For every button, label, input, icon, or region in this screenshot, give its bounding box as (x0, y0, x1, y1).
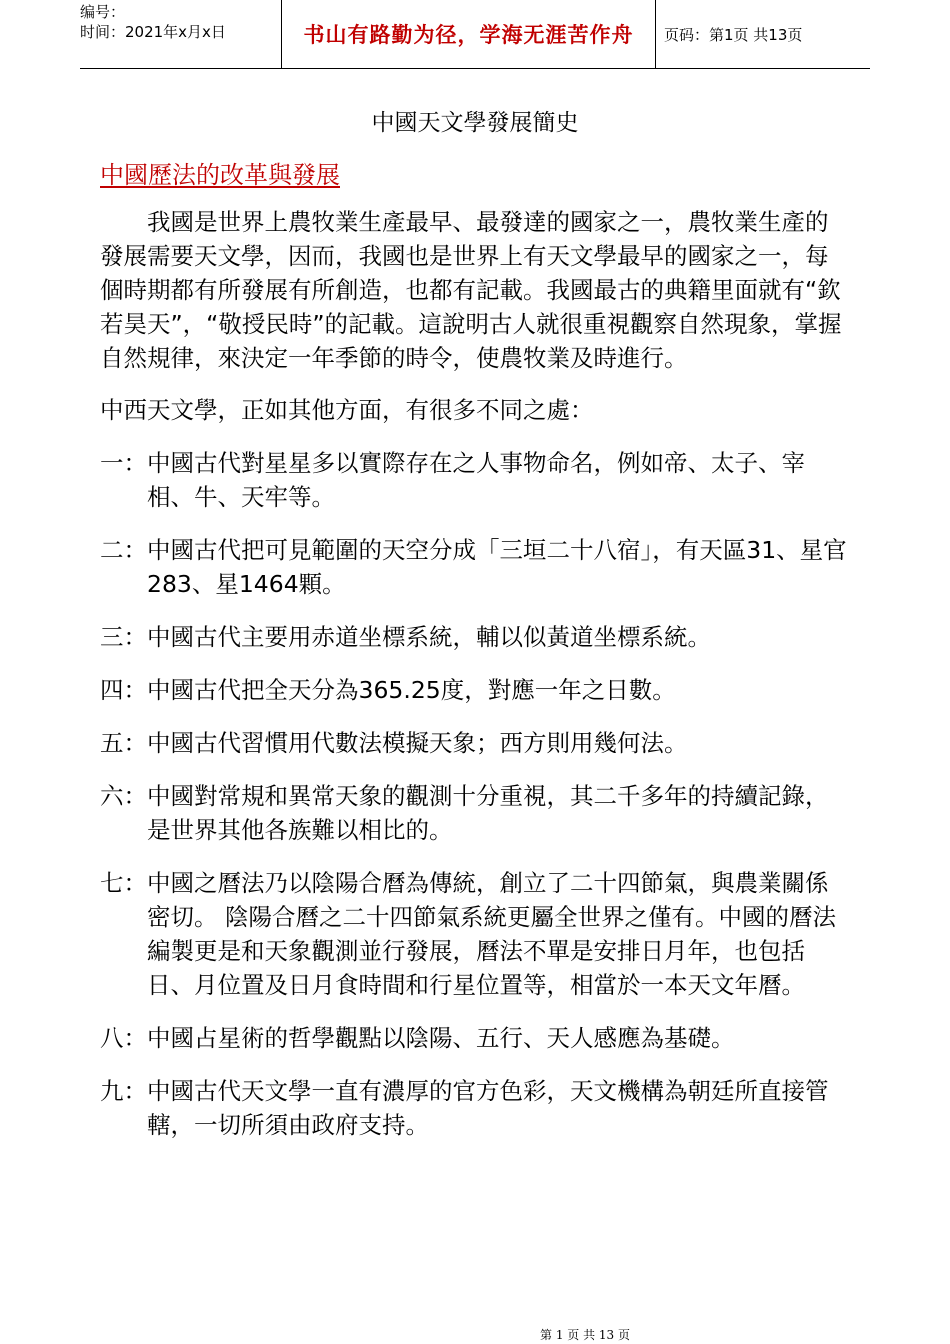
list-item-number: 六： (100, 782, 147, 810)
header-page-info: 页码：第1页 共13页 (664, 25, 803, 44)
list-item (100, 620, 850, 654)
list-item-text: 中國古代把可見範圍的天空分成「三垣二十八宿」，有天區31、星官283、星1464顆。 (147, 536, 847, 598)
page-header (80, 0, 870, 69)
list-item-text: 中國之曆法乃以陰陽合曆為傳統，創立了二十四節氣，與農業關係密切。 陰陽合曆之二十四節氣系統更屬全世界之僅有。中國的曆法編製更是和天象觀測並行發展，曆法不單是安排日月年，也包括日、月位置及日月食時間和行星位置等，相當於一本天文年曆。 (147, 869, 836, 999)
list-item-text: 中國古代習慣用代數法模擬天象；西方則用幾何法。 (147, 729, 688, 757)
intro-paragraph: 我國是世界上農牧業生產最早、最發達的國家之一，農牧業生產的發展需要天文學，因而，我國也是世界上有天文學最早的國家之一，每個時期都有所發展有所創造，也都有記載。我國最古的典籍里面就有“欽若昊天”，“敬授民時”的記載。這說明古人就很重視觀察自然現象，掌握自然規律，來決定一年季節的時令，使農牧業及時進行。 (100, 208, 842, 372)
list-item (100, 726, 850, 760)
list-item (100, 446, 850, 514)
list-item-number: 五： (100, 729, 147, 757)
list-item-number: 八： (100, 1024, 147, 1052)
comparison-intro: 中西天文學，正如其他方面，有很多不同之處： (100, 396, 594, 424)
header-meta (80, 0, 280, 70)
list-item-text: 中國古代把全天分為365.25度，對應一年之日數。 (147, 676, 676, 704)
list-item (100, 673, 850, 707)
list-item-text: 中國古代對星星多以實際存在之人事物命名，例如帝、太子、宰相、牛、天牢等。 (147, 449, 805, 511)
list-item-text: 中國占星術的哲學觀點以陰陽、五行、天人感應為基礎。 (147, 1024, 735, 1052)
list-item-number: 九： (100, 1077, 147, 1105)
list-item (100, 779, 850, 847)
list-item-text: 中國對常規和異常天象的觀測十分重視，其二千多年的持續記錄，是世界其他各族難以相比的。 (147, 782, 829, 844)
list-item-number: 七： (100, 869, 147, 897)
section-heading: 中國歷法的改革與發展 (100, 161, 340, 189)
list-item-number: 三： (100, 623, 147, 651)
list-item-number: 四： (100, 676, 147, 704)
document-number-label: 编号： (80, 3, 126, 21)
document-title: 中國天文學發展簡史 (371, 110, 579, 136)
header-motto: 书山有路勤为径，学海无涯苦作舟 (281, 0, 656, 68)
document-body (100, 205, 850, 1142)
document-time-label: 时间：2021年x月x日 (80, 23, 226, 41)
list-item-text: 中國古代天文學一直有濃厚的官方色彩，天文機構為朝廷所直接管轄，一切所須由政府支持。 (147, 1077, 829, 1139)
list-item-number: 二： (100, 536, 147, 564)
list-item (100, 1074, 850, 1142)
list-item (100, 866, 850, 1002)
list-item (100, 1021, 850, 1055)
page-footer: 第 1 页 共 13 页 (540, 1328, 630, 1342)
list-item-number: 一： (100, 449, 147, 477)
list-item-text: 中國古代主要用赤道坐標系統，輔以似黃道坐標系統。 (147, 623, 711, 651)
list-item (100, 533, 850, 601)
